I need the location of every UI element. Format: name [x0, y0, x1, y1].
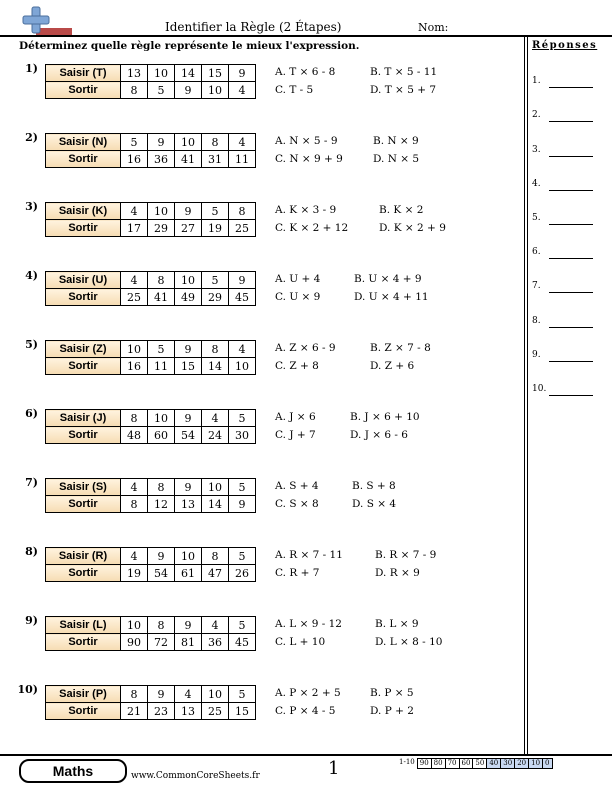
score-table: [398, 758, 553, 769]
input-row: [46, 272, 256, 289]
output-value: 90: [121, 634, 148, 651]
logo-icon: [22, 6, 74, 36]
input-value: 10: [121, 341, 148, 358]
io-table: [45, 64, 256, 99]
answers-title: Réponses: [532, 40, 598, 51]
output-label: Sortir: [46, 427, 121, 444]
choice-d: D. P + 2: [370, 705, 414, 717]
input-value: 4: [202, 617, 229, 634]
input-label: Saisir (U): [46, 272, 121, 289]
choice-d: D. Z + 6: [370, 360, 415, 372]
choice-d: D. K × 2 + 9: [379, 222, 446, 234]
input-value: 5: [229, 617, 256, 634]
input-value: 9: [175, 617, 202, 634]
input-row: [46, 134, 256, 151]
answer-number: 6.: [532, 247, 541, 257]
io-table: [45, 202, 256, 237]
instructions: Déterminez quelle règle représente le mieux l'expression.: [19, 40, 360, 52]
output-value: 23: [148, 703, 175, 720]
input-value: 10: [148, 203, 175, 220]
choice-c: C. L + 10: [275, 636, 326, 648]
input-value: 8: [202, 134, 229, 151]
output-value: 13: [175, 496, 202, 513]
answer-blank[interactable]: [549, 361, 593, 362]
score-cell: 80: [431, 758, 446, 769]
choice-a: A. K × 3 - 9: [275, 204, 337, 216]
choice-a: A. S + 4: [275, 480, 319, 492]
answer-number: 1.: [532, 76, 541, 86]
answer-number: 10.: [532, 384, 547, 394]
answer-column-divider-inner: [527, 37, 528, 754]
output-value: 54: [148, 565, 175, 582]
input-value: 8: [148, 479, 175, 496]
question-number: 5): [25, 338, 38, 351]
output-value: 15: [229, 703, 256, 720]
output-value: 11: [229, 151, 256, 168]
score-label: 1-10: [399, 758, 415, 766]
output-value: 8: [121, 496, 148, 513]
input-value: 8: [148, 617, 175, 634]
io-table: [45, 616, 256, 651]
input-label: Saisir (S): [46, 479, 121, 496]
answer-number: 5.: [532, 213, 541, 223]
choice-a: A. U + 4: [275, 273, 321, 285]
score-cell: 90: [417, 758, 432, 769]
input-value: 4: [202, 410, 229, 427]
answer-blank[interactable]: [549, 395, 593, 396]
output-row: [46, 358, 256, 375]
question-number: 4): [25, 269, 38, 282]
input-value: 4: [229, 134, 256, 151]
choice-a: A. T × 6 - 8: [275, 66, 336, 78]
page-number: 1: [328, 758, 340, 779]
io-table: [45, 478, 256, 513]
question-number: 2): [25, 131, 38, 144]
input-value: 4: [229, 341, 256, 358]
input-value: 10: [148, 65, 175, 82]
output-value: 4: [229, 82, 256, 99]
answer-number: 9.: [532, 350, 541, 360]
choice-d: D. S × 4: [352, 498, 397, 510]
question-number: 7): [25, 476, 38, 489]
input-value: 10: [175, 272, 202, 289]
output-value: 16: [121, 358, 148, 375]
input-label: Saisir (K): [46, 203, 121, 220]
choice-b: B. L × 9: [375, 618, 419, 630]
input-row: [46, 203, 256, 220]
input-label: Saisir (L): [46, 617, 121, 634]
answer-number: 3.: [532, 145, 541, 155]
output-value: 19: [121, 565, 148, 582]
input-value: 8: [121, 686, 148, 703]
output-value: 41: [175, 151, 202, 168]
output-row: [46, 496, 256, 513]
output-value: 15: [175, 358, 202, 375]
output-value: 11: [148, 358, 175, 375]
output-value: 72: [148, 634, 175, 651]
input-label: Saisir (P): [46, 686, 121, 703]
output-value: 36: [202, 634, 229, 651]
output-label: Sortir: [46, 703, 121, 720]
input-value: 14: [175, 65, 202, 82]
subject-badge: Maths: [19, 759, 127, 783]
output-value: 48: [121, 427, 148, 444]
output-value: 49: [175, 289, 202, 306]
input-value: 4: [121, 272, 148, 289]
input-row: [46, 617, 256, 634]
input-value: 10: [121, 617, 148, 634]
output-value: 29: [202, 289, 229, 306]
choice-d: D. L × 8 - 10: [375, 636, 443, 648]
output-label: Sortir: [46, 82, 121, 99]
choice-c: C. N × 9 + 9: [275, 153, 343, 165]
choice-d: D. N × 5: [373, 153, 420, 165]
input-row: [46, 65, 256, 82]
output-value: 25: [202, 703, 229, 720]
io-table: [45, 409, 256, 444]
choice-b: B. P × 5: [370, 687, 414, 699]
input-value: 5: [229, 479, 256, 496]
choice-d: D. J × 6 - 6: [350, 429, 408, 441]
input-value: 5: [121, 134, 148, 151]
output-label: Sortir: [46, 565, 121, 582]
score-cell: 60: [459, 758, 474, 769]
output-label: Sortir: [46, 634, 121, 651]
choice-c: C. P × 4 - 5: [275, 705, 336, 717]
input-value: 4: [175, 686, 202, 703]
footer-divider: [0, 754, 612, 756]
io-table: [45, 685, 256, 720]
output-value: 47: [202, 565, 229, 582]
choice-c: C. U × 9: [275, 291, 321, 303]
answer-number: 8.: [532, 316, 541, 326]
choice-b: B. Z × 7 - 8: [370, 342, 431, 354]
output-value: 60: [148, 427, 175, 444]
question-number: 3): [25, 200, 38, 213]
input-value: 9: [229, 272, 256, 289]
choice-b: B. S + 8: [352, 480, 396, 492]
output-value: 36: [148, 151, 175, 168]
input-value: 8: [121, 410, 148, 427]
input-row: [46, 341, 256, 358]
output-value: 10: [229, 358, 256, 375]
answer-column-divider: [524, 37, 525, 754]
input-value: 9: [175, 479, 202, 496]
choice-a: A. N × 5 - 9: [275, 135, 338, 147]
output-value: 29: [148, 220, 175, 237]
output-row: [46, 427, 256, 444]
output-value: 19: [202, 220, 229, 237]
input-value: 9: [148, 134, 175, 151]
choice-a: A. J × 6: [275, 411, 316, 423]
input-value: 15: [202, 65, 229, 82]
footer-url: www.CommonCoreSheets.fr: [131, 771, 260, 781]
output-value: 61: [175, 565, 202, 582]
output-value: 8: [121, 82, 148, 99]
output-value: 12: [148, 496, 175, 513]
input-value: 8: [202, 341, 229, 358]
question-number: 10): [17, 683, 38, 696]
input-value: 5: [148, 341, 175, 358]
output-value: 25: [121, 289, 148, 306]
score-cell: 50: [472, 758, 487, 769]
output-value: 13: [175, 703, 202, 720]
io-table: [45, 271, 256, 306]
choice-c: C. R + 7: [275, 567, 320, 579]
output-value: 14: [202, 496, 229, 513]
output-value: 54: [175, 427, 202, 444]
choice-d: D. U × 4 + 11: [354, 291, 429, 303]
output-label: Sortir: [46, 496, 121, 513]
io-table: [45, 340, 256, 375]
answer-blank[interactable]: [549, 121, 593, 122]
output-value: 27: [175, 220, 202, 237]
answer-blank[interactable]: [549, 258, 593, 259]
choice-b: B. J × 6 + 10: [350, 411, 420, 423]
input-value: 5: [229, 548, 256, 565]
input-value: 10: [202, 479, 229, 496]
output-value: 21: [121, 703, 148, 720]
output-row: [46, 220, 256, 237]
output-value: 45: [229, 289, 256, 306]
choice-a: A. L × 9 - 12: [275, 618, 342, 630]
input-value: 9: [175, 341, 202, 358]
input-value: 13: [121, 65, 148, 82]
input-value: 10: [175, 548, 202, 565]
choice-b: B. N × 9: [373, 135, 419, 147]
question-number: 8): [25, 545, 38, 558]
output-label: Sortir: [46, 358, 121, 375]
input-label: Saisir (Z): [46, 341, 121, 358]
input-value: 5: [229, 410, 256, 427]
score-cell: 30: [500, 758, 515, 769]
input-value: 10: [175, 134, 202, 151]
answer-number: 2.: [532, 110, 541, 120]
output-row: [46, 289, 256, 306]
score-cell: 0: [542, 758, 552, 769]
output-label: Sortir: [46, 151, 121, 168]
output-value: 30: [229, 427, 256, 444]
output-value: 25: [229, 220, 256, 237]
input-row: [46, 410, 256, 427]
output-value: 9: [229, 496, 256, 513]
input-label: Saisir (N): [46, 134, 121, 151]
answer-number: 4.: [532, 179, 541, 189]
input-value: 9: [148, 686, 175, 703]
input-value: 10: [202, 686, 229, 703]
choice-c: C. T - 5: [275, 84, 314, 96]
input-value: 4: [121, 479, 148, 496]
answer-blank[interactable]: [549, 292, 593, 293]
output-label: Sortir: [46, 220, 121, 237]
header-divider: [0, 35, 612, 37]
choice-b: B. K × 2: [379, 204, 424, 216]
input-row: [46, 479, 256, 496]
choice-b: B. U × 4 + 9: [354, 273, 422, 285]
choice-c: C. S × 8: [275, 498, 319, 510]
choice-d: D. T × 5 + 7: [370, 84, 437, 96]
answer-number: 7.: [532, 281, 541, 291]
choice-a: A. P × 2 + 5: [275, 687, 341, 699]
output-value: 17: [121, 220, 148, 237]
choice-c: C. Z + 8: [275, 360, 319, 372]
choice-d: D. R × 9: [375, 567, 420, 579]
output-value: 41: [148, 289, 175, 306]
question-number: 9): [25, 614, 38, 627]
question-number: 1): [25, 62, 38, 75]
name-label: Nom:: [418, 21, 449, 34]
score-cell: 20: [514, 758, 529, 769]
input-value: 4: [121, 548, 148, 565]
output-value: 24: [202, 427, 229, 444]
input-row: [46, 686, 256, 703]
choice-c: C. J + 7: [275, 429, 316, 441]
output-value: 26: [229, 565, 256, 582]
output-value: 9: [175, 82, 202, 99]
answer-blank[interactable]: [549, 190, 593, 191]
input-value: 5: [229, 686, 256, 703]
output-value: 10: [202, 82, 229, 99]
output-row: [46, 634, 256, 651]
output-value: 45: [229, 634, 256, 651]
output-row: [46, 82, 256, 99]
choice-b: B. R × 7 - 9: [375, 549, 437, 561]
io-table: [45, 133, 256, 168]
output-value: 16: [121, 151, 148, 168]
output-row: [46, 703, 256, 720]
input-value: 9: [229, 65, 256, 82]
answer-blank[interactable]: [549, 87, 593, 88]
question-number: 6): [25, 407, 38, 420]
output-row: [46, 565, 256, 582]
choice-b: B. T × 5 - 11: [370, 66, 438, 78]
input-value: 8: [202, 548, 229, 565]
answer-blank[interactable]: [549, 224, 593, 225]
page-title: Identifier la Règle (2 Étapes): [165, 20, 342, 34]
input-value: 8: [148, 272, 175, 289]
answer-blank[interactable]: [549, 156, 593, 157]
choice-a: A. R × 7 - 11: [275, 549, 343, 561]
score-cell: 40: [486, 758, 501, 769]
input-label: Saisir (J): [46, 410, 121, 427]
answer-blank[interactable]: [549, 327, 593, 328]
output-value: 81: [175, 634, 202, 651]
output-row: [46, 151, 256, 168]
choice-a: A. Z × 6 - 9: [275, 342, 336, 354]
input-value: 5: [202, 272, 229, 289]
input-value: 8: [229, 203, 256, 220]
input-value: 9: [148, 548, 175, 565]
output-label: Sortir: [46, 289, 121, 306]
io-table: [45, 547, 256, 582]
output-value: 5: [148, 82, 175, 99]
output-value: 14: [202, 358, 229, 375]
score-cell: 10: [528, 758, 543, 769]
input-label: Saisir (R): [46, 548, 121, 565]
input-value: 5: [202, 203, 229, 220]
output-value: 31: [202, 151, 229, 168]
input-label: Saisir (T): [46, 65, 121, 82]
input-value: 4: [121, 203, 148, 220]
input-value: 9: [175, 203, 202, 220]
input-row: [46, 548, 256, 565]
score-cell: 70: [445, 758, 460, 769]
input-value: 10: [148, 410, 175, 427]
input-value: 9: [175, 410, 202, 427]
choice-c: C. K × 2 + 12: [275, 222, 349, 234]
